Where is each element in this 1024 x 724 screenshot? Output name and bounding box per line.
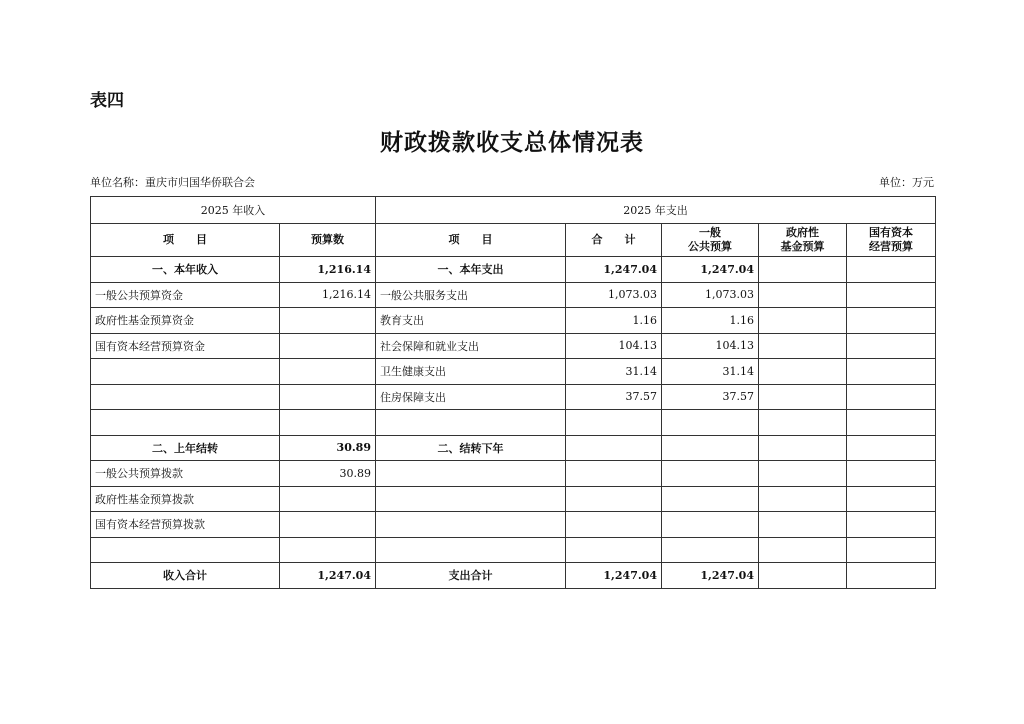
income-item-cell: 一般公共预算资金 <box>91 282 280 308</box>
expense-state-capital-cell <box>847 461 936 487</box>
income-amount-cell <box>280 359 376 385</box>
expense-gov-fund-cell <box>759 486 847 512</box>
expense-gov-fund-cell <box>759 384 847 410</box>
expense-general-cell: 1.16 <box>662 308 759 334</box>
income-group-header: 2025 年收入 <box>91 197 376 224</box>
expense-state-capital-cell <box>847 410 936 436</box>
expense-state-capital-cell <box>847 512 936 538</box>
expense-total-cell <box>566 435 662 461</box>
expense-total-cell <box>566 461 662 487</box>
expense-gov-fund-cell <box>759 257 847 283</box>
expense-item-cell: 一般公共服务支出 <box>376 282 566 308</box>
expense-total-cell <box>566 512 662 538</box>
table-row <box>91 359 936 385</box>
expense-state-capital-cell <box>847 333 936 359</box>
col-header-gov-fund-budget <box>759 224 847 257</box>
expense-item-cell: 二、结转下年 <box>376 435 566 461</box>
expense-total-cell: 1,247.04 <box>566 257 662 283</box>
income-item-cell <box>91 359 280 385</box>
income-item-cell <box>91 537 280 563</box>
income-item-cell: 一般公共预算拨款 <box>91 461 280 487</box>
expense-total-cell <box>566 410 662 436</box>
income-item-cell: 收入合计 <box>91 563 280 589</box>
expense-general-cell: 104.13 <box>662 333 759 359</box>
expense-gov-fund-cell <box>759 435 847 461</box>
expense-gov-fund-cell <box>759 512 847 538</box>
table-row <box>91 333 936 359</box>
col-header-state-capital-budget <box>847 224 936 257</box>
expense-general-cell <box>662 512 759 538</box>
header-row-columns <box>91 224 936 257</box>
table-row <box>91 435 936 461</box>
income-amount-cell: 30.89 <box>280 435 376 461</box>
income-amount-cell <box>280 333 376 359</box>
expense-total-cell <box>566 537 662 563</box>
expense-general-cell: 1,247.04 <box>662 563 759 589</box>
expense-total-cell: 1,073.03 <box>566 282 662 308</box>
income-item-cell: 国有资本经营预算资金 <box>91 333 280 359</box>
expense-item-cell <box>376 461 566 487</box>
col-header-general-budget <box>662 224 759 257</box>
expense-total-cell <box>566 486 662 512</box>
income-item-cell <box>91 410 280 436</box>
gov-fund-line1: 政府性 <box>786 226 819 239</box>
income-item-cell: 政府性基金预算资金 <box>91 308 280 334</box>
col-header-expense-item: 项 目 <box>376 224 566 257</box>
expense-total-cell: 104.13 <box>566 333 662 359</box>
income-amount-cell <box>280 537 376 563</box>
expense-state-capital-cell <box>847 282 936 308</box>
expense-gov-fund-cell <box>759 308 847 334</box>
expense-state-capital-cell <box>847 563 936 589</box>
income-item-cell: 国有资本经营预算拨款 <box>91 512 280 538</box>
expense-item-cell <box>376 512 566 538</box>
expense-item-cell: 社会保障和就业支出 <box>376 333 566 359</box>
expense-item-cell: 卫生健康支出 <box>376 359 566 385</box>
expense-gov-fund-cell <box>759 282 847 308</box>
income-item-cell <box>91 384 280 410</box>
expense-item-cell <box>376 486 566 512</box>
expense-gov-fund-cell <box>759 461 847 487</box>
expense-general-cell <box>662 537 759 563</box>
income-item-cell: 一、本年收入 <box>91 257 280 283</box>
state-capital-line2: 经营预算 <box>869 240 914 253</box>
income-amount-cell: 30.89 <box>280 461 376 487</box>
expense-total-cell: 1,247.04 <box>566 563 662 589</box>
expense-item-cell: 住房保障支出 <box>376 384 566 410</box>
expense-total-cell: 31.14 <box>566 359 662 385</box>
income-item-cell: 二、上年结转 <box>91 435 280 461</box>
unit-info-line <box>90 174 934 190</box>
expense-item-cell: 一、本年支出 <box>376 257 566 283</box>
expense-general-cell: 1,073.03 <box>662 282 759 308</box>
expense-gov-fund-cell <box>759 563 847 589</box>
expense-gov-fund-cell <box>759 333 847 359</box>
expense-state-capital-cell <box>847 308 936 334</box>
expense-total-cell: 1.16 <box>566 308 662 334</box>
table-row <box>91 563 936 589</box>
expense-item-cell: 支出合计 <box>376 563 566 589</box>
income-item-cell: 政府性基金预算拨款 <box>91 486 280 512</box>
income-amount-cell <box>280 512 376 538</box>
expense-general-cell: 37.57 <box>662 384 759 410</box>
expense-state-capital-cell <box>847 359 936 385</box>
general-budget-line2: 公共预算 <box>688 240 732 253</box>
expense-general-cell: 1,247.04 <box>662 257 759 283</box>
expense-item-cell: 教育支出 <box>376 308 566 334</box>
expense-general-cell <box>662 435 759 461</box>
income-amount-cell <box>280 410 376 436</box>
expense-item-cell <box>376 410 566 436</box>
expense-gov-fund-cell <box>759 410 847 436</box>
expense-state-capital-cell <box>847 257 936 283</box>
general-budget-line1: 一般 <box>699 226 721 239</box>
table-row <box>91 512 936 538</box>
state-capital-line1: 国有资本 <box>869 226 914 239</box>
table-row <box>91 537 936 563</box>
table-row <box>91 257 936 283</box>
table-number-label: 表四 <box>90 91 124 111</box>
table-row <box>91 308 936 334</box>
expense-gov-fund-cell <box>759 537 847 563</box>
col-header-budget-amount: 预算数 <box>280 224 376 257</box>
expense-general-cell: 31.14 <box>662 359 759 385</box>
expense-general-cell <box>662 410 759 436</box>
table-row <box>91 461 936 487</box>
expense-state-capital-cell <box>847 486 936 512</box>
col-header-total: 合 计 <box>566 224 662 257</box>
table-row <box>91 384 936 410</box>
expense-group-header: 2025 年支出 <box>376 197 936 224</box>
table-row <box>91 410 936 436</box>
unit-name: 单位名称：重庆市归国华侨联合会 <box>90 176 255 189</box>
expense-state-capital-cell <box>847 537 936 563</box>
expense-general-cell <box>662 486 759 512</box>
gov-fund-line2: 基金预算 <box>780 240 825 253</box>
fiscal-appropriation-table <box>90 196 936 589</box>
table-row <box>91 282 936 308</box>
currency-unit: 单位：万元 <box>879 176 934 189</box>
income-amount-cell <box>280 486 376 512</box>
expense-total-cell: 37.57 <box>566 384 662 410</box>
table-row <box>91 486 936 512</box>
income-amount-cell: 1,216.14 <box>280 257 376 283</box>
col-header-income-item: 项 目 <box>91 224 280 257</box>
expense-general-cell <box>662 461 759 487</box>
income-amount-cell <box>280 384 376 410</box>
expense-state-capital-cell <box>847 384 936 410</box>
page-title: 财政拨款收支总体情况表 <box>380 129 644 156</box>
income-amount-cell: 1,216.14 <box>280 282 376 308</box>
expense-state-capital-cell <box>847 435 936 461</box>
income-amount-cell <box>280 308 376 334</box>
expense-gov-fund-cell <box>759 359 847 385</box>
expense-item-cell <box>376 537 566 563</box>
income-amount-cell: 1,247.04 <box>280 563 376 589</box>
header-row-groups <box>91 197 936 224</box>
